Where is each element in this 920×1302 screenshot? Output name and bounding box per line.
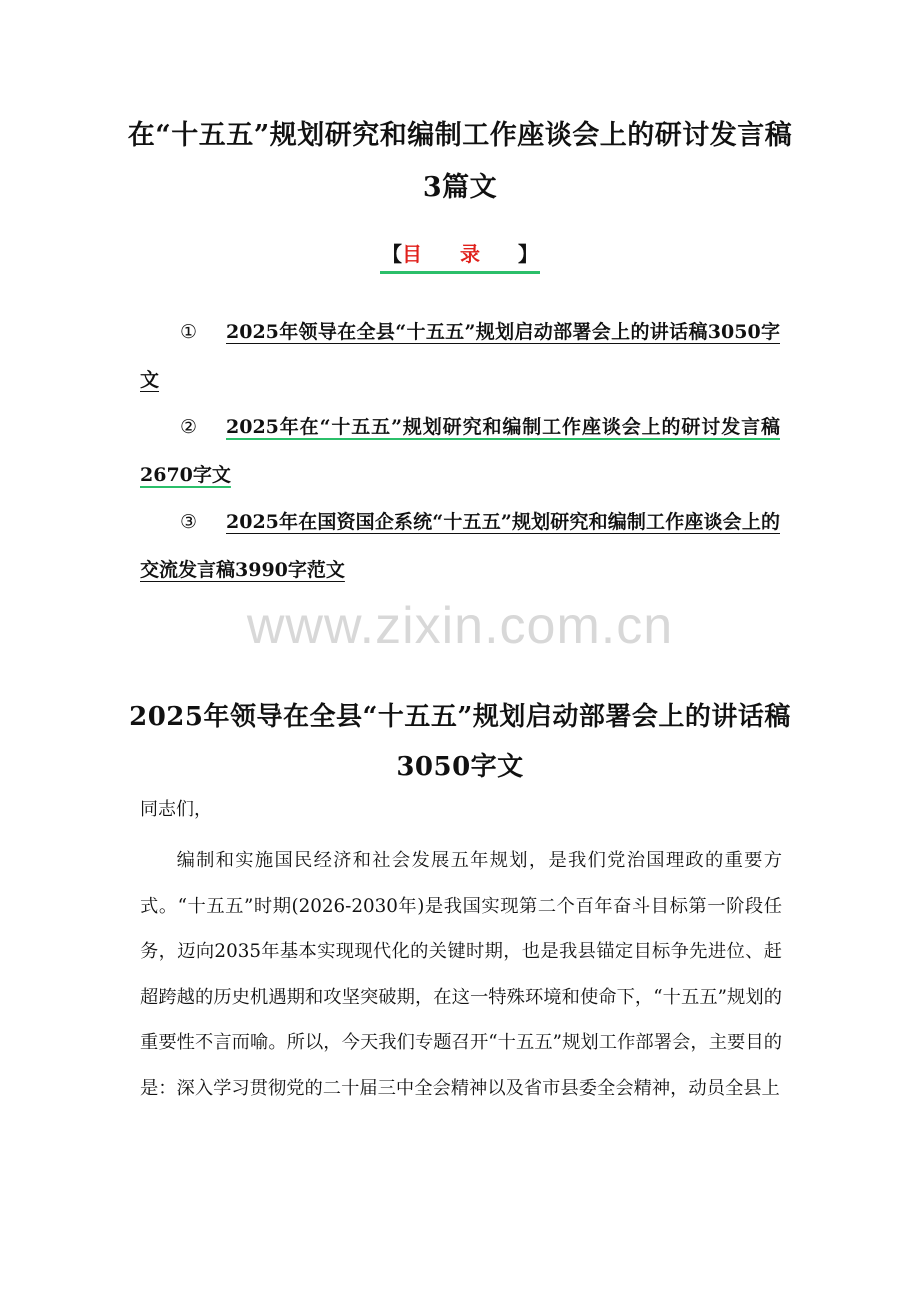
toc-item-number: ② [180, 416, 198, 438]
toc-heading-word-1: 目 [402, 242, 460, 266]
toc-item-number: ③ [180, 511, 198, 533]
toc-heading-underline [380, 238, 540, 274]
toc-item-link[interactable]: 2025年在国资国企系统“十五五”规划研究和编制工作座谈会上的交流发言稿3990字范文 [140, 511, 780, 581]
toc-item[interactable] [140, 498, 780, 594]
toc-open-bracket: 【 [382, 242, 402, 266]
toc-heading [0, 238, 920, 274]
watermark: www.zixin.com.cn [246, 597, 674, 655]
toc-heading-word-2: 录 [460, 242, 518, 266]
toc-item-link[interactable]: 2025年领导在全县“十五五”规划启动部署会上的讲话稿3050字文 [140, 321, 780, 391]
toc-item[interactable] [140, 403, 780, 499]
document-title: 在“十五五”规划研究和编制工作座谈会上的研讨发言稿3篇文 [127, 120, 793, 203]
toc-item-number: ① [180, 321, 198, 343]
toc-close-bracket: 】 [518, 242, 538, 266]
toc-item-link[interactable]: 2025年在“十五五”规划研究和编制工作座谈会上的研讨发言稿2670字文 [140, 416, 780, 486]
toc-item[interactable] [140, 308, 780, 404]
section-title: 2025年领导在全县“十五五”规划启动部署会上的讲话稿3050字文 [129, 702, 791, 782]
greeting: 同志们， [140, 799, 212, 820]
body-paragraph: 编制和实施国民经济和社会发展五年规划，是我们党治国理政的重要方式。“十五五”时期(2026-2030年)是我国实现第二个百年奋斗目标第一阶段任务，迈向2035年基本实现现代化的关键时期，也是我县锚定目标争先进位、赶超跨越的历史机遇期和攻坚突破期，在这一特殊环境和使命下，“十五五”规划的重要性不言而喻。所以，今天我们专题召开“十五五”规划工作部署会，主要目的是：深入学习贯彻党的二十届三中全会精神以及省市县委全会精神，动员全县上 [140, 850, 782, 1099]
